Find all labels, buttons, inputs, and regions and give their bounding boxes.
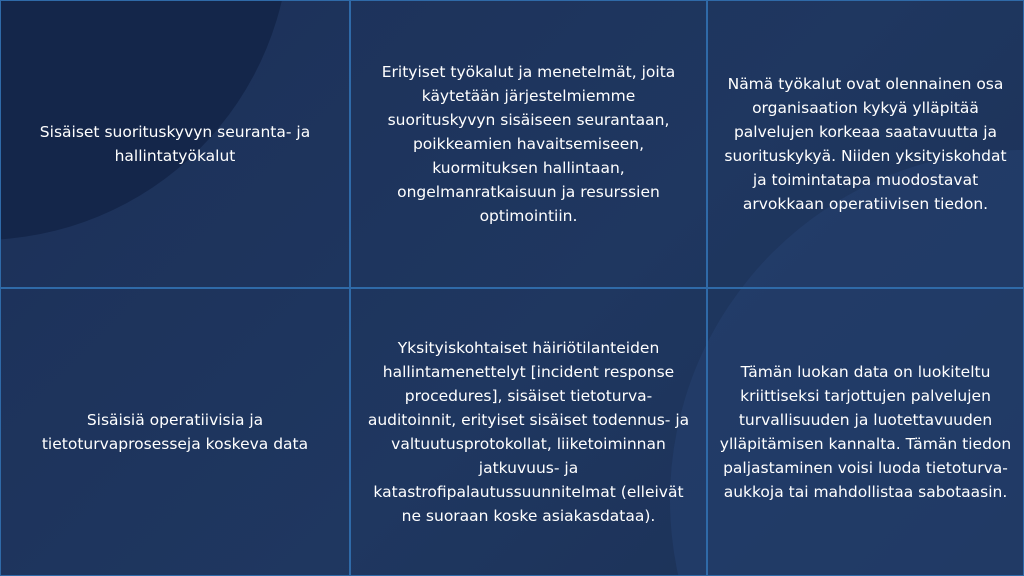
row-2-category-text: Sisäisiä operatiivisia ja tietoturvaprosesseja koskeva data [41, 411, 309, 453]
row-1-category-text: Sisäiset suorituskyvyn seuranta- ja hallintatyökalut [39, 123, 311, 165]
row-2-rationale-text: Tämän luokan data on luokiteltu kriittiseksi tarjottujen palvelujen turvallisuuden ja luotettavuuden ylläpitämisen kannalta. Tämän tiedon paljastaminen voisi luoda tietoturva-aukkoja tai mahdollistaa sabotaasin. [719, 363, 1012, 501]
row-2-description-text: Yksityiskohtaiset häiriötilanteiden hallintamenettelyt [incident response procedures], sisäiset tietoturva-auditoinnit, erityiset sisäiset todennus- ja valtuutusprotokollat, liiketoiminnan jatkuvuus- ja katastrofipalautussuunnitelmat (elleivät ne suoraan koske asiakasdataa). [367, 339, 690, 525]
row-2-category-cell [0, 288, 350, 576]
row-1-rationale-cell [707, 0, 1024, 288]
row-1-category-cell [0, 0, 350, 288]
row-2-description-cell [350, 288, 707, 576]
row-2-rationale-cell [707, 288, 1024, 576]
row-1-description-text: Erityiset työkalut ja menetelmät, joita käytetään järjestelmiemme suorituskyvyn sisäiseen seurantaan, poikkeamien havaitsemiseen, kuormituksen hallintaan, ongelmanratkaisuun ja resurssien optimointiin. [381, 63, 676, 225]
row-1-rationale-text: Nämä työkalut ovat olennainen osa organisaation kykyä ylläpitää palvelujen korkeaa saatavuutta ja suorituskykyä. Niiden yksityiskohdat ja toimintatapa muodostavat arvokkaan operatiivisen tiedon. [724, 75, 1007, 213]
row-1-description-cell [350, 0, 707, 288]
